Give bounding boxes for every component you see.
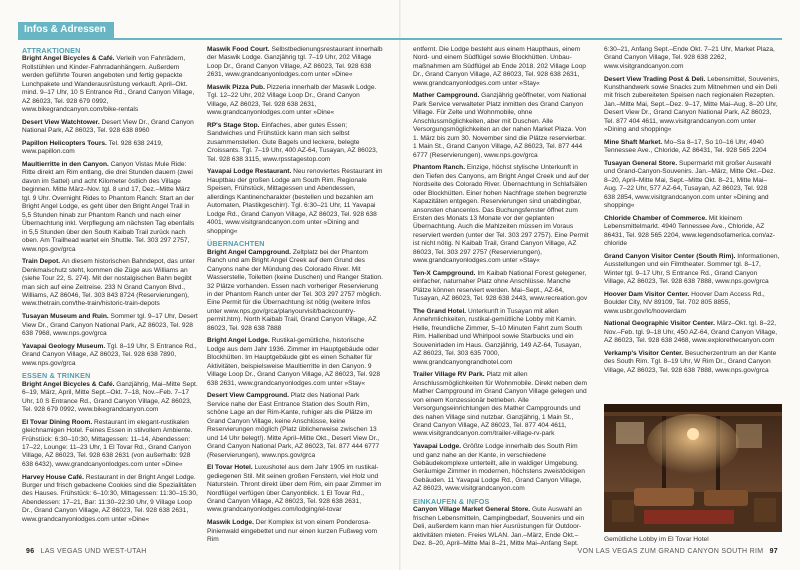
listing-body: An diesem historischen Bahndepot, das unter Denkmalschutz steht, kommen die Züge aus Williams an (siehe Tour 22, S. 274). Mit der nostalgischen Bahn begibt man sich auf eine Zeitreise. 233 N Grand Canyon Blvd., Williams, AZ 86046, Tel. 303 843 8724 (Reservierungen), www.thetrain.com/the-train/historic-train-depots <box>22 258 195 308</box>
listing-name: Yavapai Lodge. <box>413 443 462 451</box>
listing-body: Platz des National Park Service nahe der East Entrance Station des South Rim, schöne Lage an der Rim-Kante, ruhiger als die Plätze im Grand Canyon Village, keine Anschlüsse, keine Reservierungen möglich (Platz üblicherweise zwischen 13 und 14 Uhr belegt!). Mitte April–Mitte Okt., Desert View Dr., Grand Canyon National Park, AZ 86023, Tel. 877 444 6777 (Reservierungen), www.nps.gov/grca <box>207 392 380 459</box>
section-heading: ESSEN & TRINKEN <box>22 371 91 381</box>
listing-name: Train Depot. <box>22 258 61 266</box>
photo-caption: Gemütliche Lobby im El Tovar Hotel <box>604 536 709 543</box>
listing-entry <box>22 258 198 309</box>
listing-name: Maultierritte in den Canyon. <box>22 161 109 168</box>
listing-entry <box>413 371 589 439</box>
listing-entry <box>604 291 780 316</box>
listing-name: El Tovar Dining Room. <box>22 418 93 426</box>
listing-entry <box>413 92 589 160</box>
page-gutter <box>399 0 401 570</box>
listing-body: Rustikal-gemütliche, historische Lodge aus dem Jahr 1936. Zimmer im Hauptgebäude oder Blockhütten. Im Hauptgebäude gibt es einen Schalter für Aktivitäten, beispielsweise Maultierritte in den Canyon. 9 Village Loop Dr., Grand Canyon Village, AZ 86023, Tel. 928 638 2631, www.grandcanyonlodges.com unter »Stay« <box>207 337 381 387</box>
listing-name: Maswik Pizza Pub. <box>207 84 265 91</box>
listing-entry <box>207 168 383 236</box>
listing-name: Phantom Ranch. <box>413 164 466 172</box>
listing-body: Der Komplex ist von einem Ponderosa-Pinienwald eingebettet und nur einen kurzen Fußweg vom Rim <box>207 519 378 543</box>
listing-entry <box>604 160 780 211</box>
listing-entry <box>604 139 780 156</box>
column-1 <box>22 46 198 528</box>
listing-entry <box>207 392 383 460</box>
listing-entry <box>413 443 589 494</box>
listing-name: Desert View Campground. <box>207 392 289 400</box>
listing-body: Tgl. 8–19 Uhr, S Entrance Rd., Grand Canyon Village, AZ 86023, Tel. 928 638 7890, www.nps.gov/grca <box>22 342 197 367</box>
footer-left <box>22 548 147 555</box>
listing-body: Informationen, Ausstellungen und ein Filmtheater. Sommer tgl. 8–17, Winter tgl. 9–17 Uhr, S Entrance Rd., Grand Canyon Village, AZ 86023, Tel. 928 638 7888, www.nps.gov/grca <box>604 252 780 286</box>
listing-name: Ten-X Campground. <box>413 269 476 277</box>
listing-body: Canyon Vistas Mule Ride: Ritte direkt am Rim entlang, die drei Stunden dauern (zwei davon im Sattel) und acht Kilometer östlich des Village beginnen. Mitte März–Nov. tgl. 8 und 17, Dez.–Mitte März tgl. 9 Uhr. Overnight Rides to Phantom Ranch: Start an der Bright Angel Lodge, es geht über den Bright Angel Trail in 5,5 Stunden hinab zur Phantom Ranch und nach einer Übernachtung inkl. Verpflegung am nächsten Tag ebenfalls in 5,5 Stunden über den South Kaibab Trail zurück nach oben. Am Trailhead wartet ein Shuttle. Tel. 303 297 2757, www.nps.gov/grca <box>22 161 195 253</box>
listing-body: Besucherzentrum an der Kante des South Rim. Tgl. 8–19 Uhr, W Rim Dr., Grand Canyon Village, AZ 86023, Tel. 928 638 7888, www.nps.gov/grca <box>604 350 777 374</box>
listing-body: entfernt. Die Lodge besteht aus einem Haupthaus, einem Nord- und einem Südflügel sowie Blockhütten. Unbau-maßnahmen am Südflügel ab Ende 2018. 202 Village Loop Dr., Grand Canyon Village, AZ 86023, Tel. 928 638 2631, www.grandcanyonlodges.com unter »Stay« <box>413 46 586 87</box>
listing-body: Größte Lodge innerhalb des South Rim und ganz nahe an der Kante, in verschiedene Gebäudekomplexe unterteilt, alle in waldiger Umgebung. Geräumige Zimmer in modernen, höchstens zweistöckigen Gebäuden. 11 Yavapai Lodge Rd., Grand Canyon Village, AZ 86023, www.visitgrandcanyon.com <box>413 443 585 493</box>
listing-name: El Tovar Hotel. <box>207 464 253 472</box>
listing-entry <box>604 76 780 135</box>
listing-name: Papillon Helicopters Tours. <box>22 139 107 147</box>
section-tab: Infos & Adressen <box>18 22 114 38</box>
listing-body: 6:30–21, Anfang Sept.–Ende Okt. 7–21 Uhr, Market Plaza, Grand Canyon Village, Tel. 928 638 2262, www.visitgrandcanyon.com <box>604 46 775 70</box>
running-title-left: LAS VEGAS UND WEST-UTAH <box>40 548 147 555</box>
listing-body: Gute Auswahl an frischen Lebensmitteln, Campingbedarf, Souvenirs und ein Deli, außerdem kann man hier Ausrüstungen für Outdoor-aktivitäten mieten. Freies WLAN. Jan.–März, Ende Okt.–Dez. 8–20, April–Mitte Mai 8–21, Mitte Mai–Anfang Sept. <box>413 506 585 548</box>
column-4 <box>604 46 780 380</box>
listing-body: Neu renoviertes Restaurant im Hauptbau der großen Lodge am South Rim. Regionale Speisen, Frühstück, Mittagessen und Abendessen, allerdings Kantinencharakter (bestellen und bezahlen am Automaten, Plastikgeschirr). Tgl. 6:30–21 Uhr, 11 Yavapai Lodge Rd., Grand Canyon Village, AZ 86023, Tel. 928 638 4001, www.visitgrandcanyon.com unter »Dining and shopping« <box>207 168 383 235</box>
listing-entry <box>207 84 383 118</box>
listing-entry <box>22 474 198 525</box>
listing-body: Restaurant in der Bright Angel Lodge. Burger und frisch gebackene Cookies sind die Spezialitäten des Hauses. Frühstück: 6–10:30, Mittagessen: 11:30–15:30, Abendessen: 17–21, Bar: 11:30–22:30 Uhr, 9 Village Loop Dr., Grand Canyon Village, AZ 86023, Tel. 928 638 2631, www.grandcanyonlodges.com unter »Dine« <box>22 473 198 523</box>
listing-entry <box>413 308 589 367</box>
listing-name: Desert View Watchtower. <box>22 118 100 126</box>
lobby-photo-illustration <box>604 404 782 532</box>
listing-body: Lebensmittel, Souvenirs, Kunsthandwerk sowie Snacks zum Mitnehmen und ein Deli mit frisch zubereiteten Speisen nach regionalen Rezepten. Jan.–Mitte Mai, Sept.–Dez. 9–17, Mitte Mai–Aug. 8–20 Uhr, Desert View Dr., Grand Canyon National Park, AZ 86023, Tel. 877 404 4611, www.visitgrandcanyon.com unter »Dining and shopping« <box>604 75 780 134</box>
page-number-left: 96 <box>26 548 35 555</box>
listing-name: Mather Campground. <box>413 92 480 100</box>
listing-name: Harvey House Café. <box>22 473 84 481</box>
listing-body: Pizzeria innerhalb der Maswik Lodge. Tgl. 12–22 Uhr, 202 Village Loop Dr., Grand Canyon Village, AZ 86023, Tel. 928 638 2631, www.grandcanyonlodges.com unter »Dine« <box>207 84 377 117</box>
listing-name: Grand Canyon Visitor Center (South Rim). <box>604 252 736 260</box>
listing-entry <box>207 519 383 544</box>
listing-name: Canyon Village Market General Store. <box>413 506 531 514</box>
listing-name: Hoover Dam Visitor Center. <box>604 290 690 298</box>
column-2 <box>207 46 383 549</box>
section-heading: EINKAUFEN & INFOS <box>413 496 490 506</box>
running-title-right: VON LAS VEGAS ZUM GRAND CANYON SOUTH RIM <box>577 548 764 555</box>
listing-name: Mine Shaft Market. <box>604 138 663 146</box>
listing-name: Tusayan General Store. <box>604 160 678 167</box>
listing-entry <box>207 464 383 515</box>
listing-body: Hoover Dam Access Rd., Boulder City, NV 89109, Tel. 702 805 8855, www.usbr.gov/lc/hooverdam <box>604 290 765 315</box>
listing-body: Einfaches, aber gutes Essen; Sandwiches und Frühstück kann man sich selbst zusammenstellen. Gute Bagels und leckere, belegte Croissants. Tgl. 7–19 Uhr, 400 AZ-64, Tusayan, AZ 86023, Tel. 928 638 3115, www.rpsstagestop.com <box>207 122 378 163</box>
listing-body: Platz mit allen Anschlussmöglichkeiten für Wohnmobile. Direkt neben dem Mather Campground im Grand Canyon Village gelegen und von einem Konzessionär betrieben. Alle Versorgungseinrichtungen des Mather Campgrounds und des nahen Village sind nutzbar. Ganzjährig, 1 Main St., Grand Canyon Village, AZ 86023, Tel. 877 404 4611, www.visitgrandcanyon.com/trailer-village-rv-park <box>413 371 587 438</box>
listing-body: Selbstbedienungsrestaurant innerhalb der Maswik Lodge. Ganzjährig tgl. 7–19 Uhr, 202 Village Loop Dr., Grand Canyon Village, AZ 86023, Tel. 928 638 2631, www.grandcanyonlodges.com unter »Dine« <box>207 46 383 79</box>
listing-body: Mo–Sa 8–17, So 10–16 Uhr, 4940 Tennessee Ave., Chloride, AZ 86431, Tel. 928 565 2204 <box>604 138 767 155</box>
listing-body: Unterkunft in Tusayan mit allen Annehmlichkeiten, rustikal-gemütliche Lobby mit Kamin. Helle, freundliche Zimmer, 5–10 Minuten Fahrt zum South Rim. Hallenbad und Whirlpool sowie Starbucks und ein Souvenirladen im Haus. Ganzjährig, 149 AZ-64, Tusayan, AZ 86023, Tel. 303 635 7000, www.grandcanyongrandhotel.com <box>413 307 582 366</box>
listing-entry <box>207 249 383 334</box>
listing-name: National Geographic Visitor Center. <box>604 320 715 328</box>
listing-body: Ganzjährig, Mai–Mitte Sept. 6–19, März, April, Mitte Sept.–Okt. 7–18, Nov.–Feb. 7–17 Uhr, 10 S Entrance Rd., Grand Canyon Village, AZ 86023, Tel. 928 679 0992, www.bikegrandcanyon.com <box>22 380 198 413</box>
listing-name: The Grand Hotel. <box>413 307 467 315</box>
listing-name: Bright Angel Lodge. <box>207 337 270 345</box>
listing-entry <box>413 506 589 548</box>
listing-name: Desert View Trading Post & Deli. <box>604 75 706 83</box>
listing-entry <box>207 46 383 80</box>
listing-entry <box>604 320 780 345</box>
listing-body: Ganzjährig geöffneter, vom National Park Service verwalteter Platz inmitten des Grand Canyon Village. Für Zelte und Wohnmobile, ohne Anschlussmöglichkeiten, aber mit Duschen. Alle Versorgungsmöglichkeiten an der nahen Market Plaza. Von 1. März bis zum 30. November sind die Plätze reservierbar. 1 Main St., Grand Canyon Village, AZ 86023, Tel. 877 444 6777 (Reservierungen), www.nps.gov/grca <box>413 92 587 159</box>
listing-body: Sommer tgl. 9–17 Uhr, Desert View Dr., Grand Canyon National Park, AZ 86023, Tel. 928 638 7968, www.nps.gov/grca <box>22 313 198 337</box>
listing-name: Maswik Food Court. <box>207 46 270 53</box>
listing-entry <box>207 337 383 388</box>
listing-name: Bright Angel Bicycles & Café. <box>22 380 115 388</box>
lobby-photo <box>604 404 782 532</box>
listing-body: März–Okt. tgl. 8–22, Nov.–Feb. tgl. 9–18 Uhr, 450 AZ-64, Grand Canyon Village, AZ 86023, Tel. 928 638 2468, www.explorethecanyon.com <box>604 320 778 345</box>
listing-name: Chloride Chamber of Commerce. <box>604 214 707 222</box>
listing-entry <box>22 381 198 415</box>
listing-body: Einzige, höchst stylische Unterkunft in den Tiefen des Canyons, am Bright Angel Creek und auf der Nordseite des Colorado River. Übernachtung in Schlafsälen oder Blockhütten. Einer hohen Nachfrage stehen begrenzte Kapazitäten entgegen. Reservierungen sind unabdingbar, ansonsten chancenlos. Das Buchungsfenster öffnet zum Ersten des Monats 13 Monate vor der geplanten Übernachtung. Auch die Mahlzeiten müssen im Voraus reserviert werden (unter der Tel. 303 297 2757). Eine Permit ist nicht nötig. N Kaibab Trail, Grand Canyon Village, AZ 86023, Tel. 303 297 2757 (Reservierungen), www.grandcanyonlodges.com unter »Stay« <box>413 164 589 265</box>
listing-entry <box>22 140 198 157</box>
listing-body: Tel. 928 638 2419, www.papillon.com <box>22 139 163 156</box>
listing-entry <box>207 122 383 164</box>
listing-name: Bright Angel Campground. <box>207 248 292 256</box>
listing-entry <box>22 419 198 470</box>
listing-entry <box>604 215 780 249</box>
listing-entry <box>22 313 198 338</box>
listing-body: Im Kaibab National Forest gelegener, einfacher, naturnaher Platz ohne Anschlüsse. Manche Plätze können reserviert werden. Mai–Sept., AZ-64, Tusayan, AZ 86023, Tel. 928 638 2443, www.recreation.gov <box>413 269 588 303</box>
listing-body: Luxushotel aus dem Jahr 1905 im rustikal-gediegenen Stil. Mit seinen großen Fenstern, viel Holz und Naturstein. Thront direkt über dem Rim, ein paar Zimmer im Nordflügel verfügen über Canyonblick. 1 El Tovar Rd., Grand Canyon Village, AZ 86023, Tel. 928 638 2631, www.grandcanyonlodges.com/lodging/el-tovar <box>207 464 382 514</box>
listing-name: Yavapai Lodge Restaurant. <box>207 168 292 176</box>
listing-name: Yavapai Geology Museum. <box>22 342 106 350</box>
listing-body: Supermarkt mit großer Auswahl und Grand-Canyon-Souvenirs. Jan.–März, Mitte Okt.–Dez. 8–20, April–Mitte Mai, Sept.–Mitte Okt. 8–21, Mitte Mai–Aug. 7–22 Uhr, 577 AZ-64, Tusayan, AZ 86023, Tel. 928 638 2854, www.visitgrandcanyon.com unter »Dining and shopping« <box>604 160 776 210</box>
listing-name: Tusayan Museum and Ruin. <box>22 313 109 321</box>
listing-name: Bright Angel Bicycles & Café. <box>22 55 115 63</box>
listing-entry <box>604 46 780 71</box>
listing-name: Trailer Village RV Park. <box>413 371 485 379</box>
listing-entry <box>22 161 198 254</box>
listing-name: RP's Stage Stop. <box>207 122 260 129</box>
listing-body: Restaurant im elegant-rustikalen gleichnamigen Hotel. Feines Essen in stilvollem Ambiente. Frühstück: 6:30–10:30, Mittagessen: 11–14, Abendessen: 17–22, Lounge: 11–23 Uhr, 1 El Tovar Rd., Grand Canyon Village, AZ 86023, Tel. 928 638 2631 (von außerhalb: 928 638 6432), www.grandcanyonlodges.com unter »Dine« <box>22 418 193 468</box>
footer-right <box>578 548 783 555</box>
listing-entry <box>413 270 589 304</box>
listing-entry <box>604 253 780 287</box>
section-heading: ATTRAKTIONEN <box>22 46 81 55</box>
listing-body: Zeltplatz bei der Phantom Ranch und am Bright Angel Creek auf dem Grund des Canyons nahe der Mündung des Colorado River. Mit Wasserstelle, Toiletten (keine Duschen) und Ranger Station. 32 Plätze vorhanden. Essen nach vorheriger Reservierung in der Phantom Ranch unter der Tel. 303 297 2757 möglich. Eine Permit für die Übernachtung ist nötig (weitere Infos unter www.nps.gov/grca/planyourvisit/backcountry-permit.htm). North Kaibab Trail, Grand Canyon Village, AZ 86023, Tel. 928 638 7888 <box>207 248 383 332</box>
section-rule <box>18 38 782 40</box>
listing-body: Verleih von Fahrrädern, Rollstühlen und Kinder-Fahrradanhängern. Außerdem werden geführte Touren angeboten und fertig gepackte Lunchpakete und Wanderausrüstung verkauft. April–Okt. mind. 9–17 Uhr, 10 S Entrance Rd., Grand Canyon Village, AZ 86023, Tel. 928 679 0992, www.bikegrandcanyon.com/bike-rentals <box>22 55 195 114</box>
column-3 <box>413 46 589 553</box>
listing-entry <box>604 350 780 375</box>
listing-entry <box>22 119 198 136</box>
listing-entry <box>22 55 198 114</box>
listing-entry <box>22 343 198 368</box>
listing-name: Verkamp's Visitor Center. <box>604 350 684 357</box>
listing-name: Maswik Lodge. <box>207 519 254 527</box>
listing-body: Desert View Dr., Grand Canyon National Park, AZ 86023, Tel. 928 638 8960 <box>22 118 194 135</box>
listing-entry <box>413 46 589 88</box>
listing-entry <box>413 164 589 265</box>
listing-body: Mit kleinem Lebensmittelmarkt. 4940 Tennessee Ave., Chloride, AZ 86431, Tel. 928 565 2204, www.legendsofamerica.com/az-chloride <box>604 214 776 248</box>
section-heading: ÜBERNACHTEN <box>207 239 265 249</box>
page-number-right: 97 <box>769 548 778 555</box>
